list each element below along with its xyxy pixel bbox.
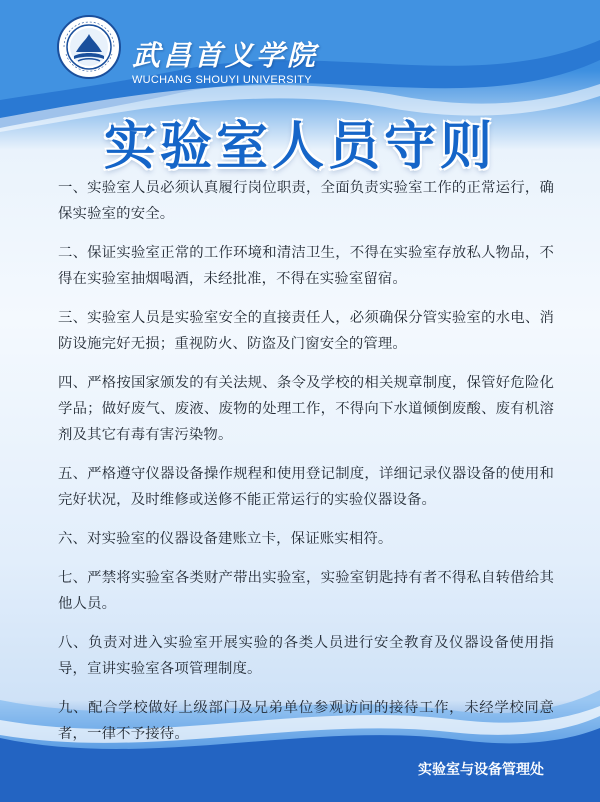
rule-8: 八、负责对进入实验室开展实验的各类人员进行安全教育及仪器设备使用指导，宣讲实验室各项管理制度。 — [58, 635, 554, 677]
rule-5: 五、严格遵守仪器设备操作规程和使用登记制度，详细记录仪器设备的使用和完好状况，及时维修或送修不能正常运行的实验仪器设备。 — [58, 466, 554, 508]
header — [56, 14, 536, 86]
rule-7: 七、严禁将实验室各类财产带出实验室，实验室钥匙持有者不得私自转借给其他人员。 — [58, 570, 554, 612]
rule-9: 九、配合学校做好上级部门及兄弟单位参观访问的接待工作，未经学校同意者，一律不予接待。 — [58, 700, 554, 742]
school-name-chinese: 武昌首义学院 — [132, 39, 319, 72]
rule-3: 三、实验室人员是实验室安全的直接责任人，必须确保分管实验室的水电、消防设施完好无损；重视防火、防盗及门窗安全的管理。 — [58, 310, 554, 352]
issuing-department: 实验室与设备管理处 — [418, 762, 544, 778]
school-name-english: WUCHANG SHOUYI UNIVERSITY — [132, 74, 312, 86]
rule-4: 四、严格按国家颁发的有关法规、条令及学校的相关规章制度，保管好危险化学品；做好废气、废液、废物的处理工作，不得向下水道倾倒废酸、废有机溶剂及其它有毒有害污染物。 — [58, 375, 554, 443]
university-seal-logo — [56, 14, 122, 80]
rule-2: 二、保证实验室正常的工作环境和清洁卫生，不得在实验室存放私人物品，不得在实验室抽烟喝酒，未经批准，不得在实验室留宿。 — [58, 245, 554, 287]
poster-title: 实验室人员守则 — [103, 117, 496, 177]
rule-6: 六、对实验室的仪器设备建账立卡，保证账实相符。 — [58, 531, 393, 547]
rule-1: 一、实验室人员必须认真履行岗位职责，全面负责实验室工作的正常运行，确保实验室的安全。 — [58, 180, 554, 222]
rules-list — [58, 175, 554, 760]
